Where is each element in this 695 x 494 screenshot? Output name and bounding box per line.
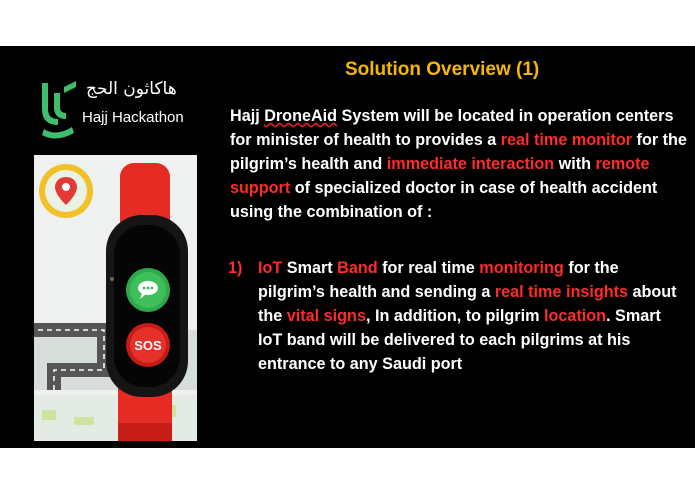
text-run: System will be located in operation centers for minister of health to provides a [230, 107, 674, 149]
overview-paragraph [230, 104, 690, 224]
sos-button-icon [126, 323, 170, 367]
text-run: with [554, 155, 596, 173]
smart-band-image [34, 155, 197, 441]
logo-mark-icon [36, 79, 80, 141]
slide-title: Solution Overview (1) [345, 59, 540, 80]
text-run: Smart [282, 259, 338, 277]
text-run: , In addition, to pilgrim [365, 307, 544, 325]
slide [0, 46, 695, 448]
highlight-iot: IoT [258, 259, 283, 277]
solution-list-item-1 [228, 256, 688, 376]
chat-icon [126, 268, 170, 312]
list-number: 1) [228, 259, 243, 277]
logo-arabic-text: هاكاثون الحج [86, 79, 177, 99]
highlight-vital-signs: vital signs [286, 307, 366, 325]
sos-label: SOS [134, 338, 162, 353]
highlight-real-time-insights: real time insights [494, 283, 628, 301]
text-run: for the pilgrim’s health and [230, 131, 687, 173]
highlight-immediate-interaction: immediate interaction [386, 155, 555, 173]
highlight-band: Band [337, 259, 378, 277]
hajj-hackathon-logo [36, 79, 206, 141]
text-run: for real time [377, 259, 480, 277]
highlight-monitoring: monitoring [479, 259, 564, 277]
highlight-remote-support: remote support [230, 155, 650, 197]
text-run: for the pilgrim’s health and sending a [258, 259, 619, 301]
location-pin-icon [39, 164, 93, 218]
highlight-location: location [544, 307, 607, 325]
list-item-text [258, 256, 688, 376]
highlight-real-time-monitor: real time monitor [500, 131, 633, 149]
text-run-droneaid: DroneAid [264, 107, 338, 125]
text-run: . Smart IoT band will be delivered to each pilgrims at his entrance to any Saudi port [258, 307, 661, 373]
text-run: Hajj [230, 107, 265, 125]
text-run: of specialized doctor in case of health accident using the combination of : [230, 179, 658, 221]
logo-english-text: Hajj Hackathon [82, 109, 184, 126]
text-run: about the [258, 283, 677, 325]
